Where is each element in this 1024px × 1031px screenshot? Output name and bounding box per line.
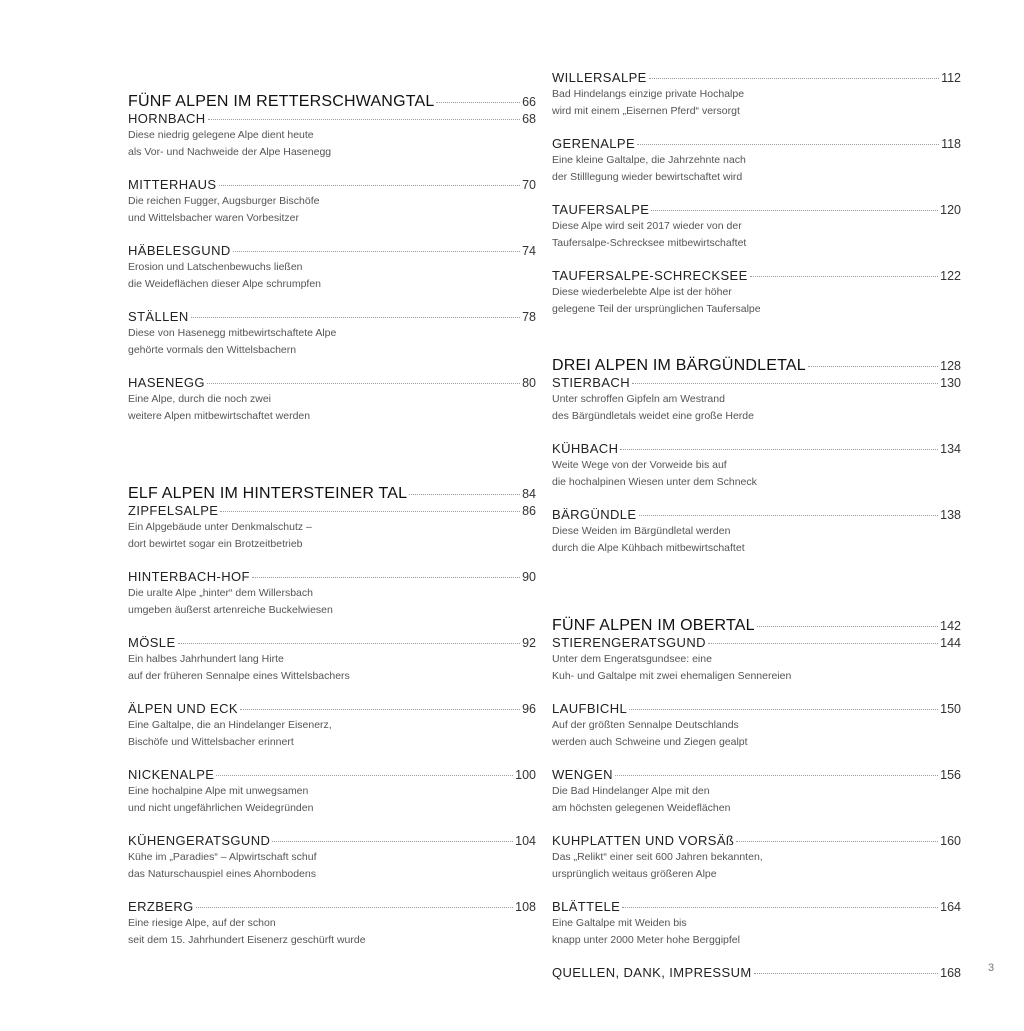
toc-entry-laufbichl[interactable] [552, 701, 961, 767]
entry-title: BÄRGÜNDLE [552, 507, 637, 522]
description-line: und Wittelsbacher waren Vorbesitzer [128, 212, 299, 224]
description-line: Bad Hindelangs einzige private Hochalpe [552, 88, 745, 100]
entry-description [128, 519, 536, 553]
description-line: seit dem 15. Jahrhundert Eisenerz geschürft wurde [128, 934, 366, 946]
entry-title: HINTERBACH-HOF [128, 569, 250, 584]
toc-line [128, 93, 536, 111]
page-number-ref: 90 [522, 570, 536, 584]
description-line: Unter schroffen Gipfeln am Westrand [552, 393, 725, 405]
toc-entry-hornbach[interactable] [128, 111, 536, 177]
dot-leader [196, 907, 513, 908]
description-line: Diese wiederbelebte Alpe ist der höher [552, 286, 732, 298]
description-line: gelegene Teil der ursprünglichen Taufersalpe [552, 303, 761, 315]
entry-description [552, 152, 961, 186]
entry-title: HÄBELESGUND [128, 243, 231, 258]
dot-leader [620, 449, 938, 450]
toc-entry-taufersalpe[interactable] [552, 202, 961, 268]
toc-entry-gerenalpe[interactable] [552, 136, 961, 202]
toc-line [552, 357, 961, 375]
dot-leader [808, 366, 938, 367]
description-line: als Vor- und Nachweide der Alpe Hasenegg [128, 146, 332, 158]
section-spacer [552, 573, 961, 594]
entry-title: GERENALPE [552, 136, 636, 151]
toc-line [552, 899, 961, 914]
entry-title: NICKENALPE [128, 767, 215, 782]
entry-title: MÖSLE [128, 635, 176, 650]
description-line: Bischöfe und Wittelsbacher erinnert [128, 736, 294, 748]
description-line: Eine Galtalpe mit Weiden bis [552, 917, 687, 929]
toc-line [552, 375, 961, 390]
description-line: Auf der größten Sennalpe Deutschlands [552, 719, 739, 731]
entry-title: ERZBERG [128, 899, 194, 914]
toc-line [128, 635, 536, 650]
entry-title: KUHPLATTEN UND VORSÄß [552, 833, 735, 848]
dot-leader [409, 494, 520, 495]
toc-entry-taufersalpe-schrecksee[interactable] [552, 268, 961, 334]
dot-leader [615, 775, 938, 776]
toc-entry-baerguendle[interactable] [552, 507, 961, 573]
page-number-ref: 150 [940, 702, 961, 716]
description-line: Weite Wege von der Vorweide bis auf [552, 459, 727, 471]
page-number-ref: 142 [940, 619, 961, 633]
toc-line [552, 268, 961, 283]
description-line: der Stilllegung wieder bewirtschaftet wird [552, 171, 743, 183]
toc-line [128, 177, 536, 192]
description-line: die hochalpinen Wiesen unter dem Schneck [552, 476, 757, 488]
entry-title: WENGEN [552, 767, 613, 782]
toc-line [128, 767, 536, 782]
entry-description [128, 915, 536, 949]
toc-line [552, 617, 961, 635]
entry-description [552, 284, 961, 318]
entry-title: STÄLLEN [128, 309, 189, 324]
description-line: am höchsten gelegenen Weideflächen [552, 802, 731, 814]
toc-entry-kuhplatten-und-vorsaess[interactable] [552, 833, 961, 899]
entry-description [128, 783, 536, 817]
description-line: Erosion und Latschenbewuchs ließen [128, 261, 303, 273]
description-line: Die Bad Hindelanger Alpe mit den [552, 785, 710, 797]
page-number-ref: 96 [522, 702, 536, 716]
description-line: knapp unter 2000 Meter hohe Berggipfel [552, 934, 740, 946]
description-line: des Bärgündletals weidet eine große Herde [552, 410, 754, 422]
toc-entry-mitterhaus[interactable] [128, 177, 536, 243]
description-line: Ein halbes Jahrhundert lang Hirte [128, 653, 284, 665]
section-title: FÜNF ALPEN IM RETTERSCHWANGTAL [128, 93, 435, 110]
toc-line [552, 965, 961, 980]
entry-title: HASENEGG [128, 375, 205, 390]
dot-leader [750, 276, 938, 277]
section-title: DREI ALPEN IM BÄRGÜNDLETAL [552, 357, 806, 374]
toc-line [552, 767, 961, 782]
dot-leader [207, 383, 520, 384]
dot-leader [708, 643, 938, 644]
page-number-ref: 66 [522, 95, 536, 109]
page-number-ref: 112 [941, 71, 961, 85]
section-title: ELF ALPEN IM HINTERSTEINER TAL [128, 485, 408, 502]
entry-description [128, 849, 536, 883]
section-title: FÜNF ALPEN IM OBERTAL [552, 617, 755, 634]
toc-entry-staellen[interactable] [128, 309, 536, 375]
dot-leader [649, 78, 939, 79]
toc-entry-stierbach[interactable] [552, 375, 961, 441]
description-line: Kuh- und Galtalpe mit zwei ehemaligen Sennereien [552, 670, 792, 682]
toc-line [128, 701, 536, 716]
toc-section-fuenf-alpen-im-retterschwangtal[interactable] [128, 70, 536, 111]
toc-column-right [552, 70, 961, 1031]
dot-leader [436, 102, 520, 103]
entry-title: LAUFBICHL [552, 701, 628, 716]
toc-line [128, 111, 536, 126]
entry-title: ZIPFELSALPE [128, 503, 219, 518]
dot-leader [220, 511, 520, 512]
entry-title: BLÄTTELE [552, 899, 621, 914]
dot-leader [622, 907, 938, 908]
entry-title: TAUFERSALPE-SCHRECKSEE [552, 268, 748, 283]
page-number-ref: 156 [940, 768, 961, 782]
entry-title: QUELLEN, DANK, IMPRESSUM [552, 965, 752, 980]
page-number-ref: 130 [940, 376, 961, 390]
toc-section-drei-alpen-im-baerguendletal[interactable] [552, 334, 961, 375]
entry-description [128, 259, 536, 293]
dot-leader [240, 709, 520, 710]
description-line: durch die Alpe Kühbach mitbewirtschaftet [552, 542, 745, 554]
entry-description [552, 218, 961, 252]
entry-title: KÜHENGERATSGUND [128, 833, 271, 848]
description-line: dort bewirtet sogar ein Brotzeitbetrieb [128, 538, 303, 550]
dot-leader [736, 841, 938, 842]
entry-description [552, 849, 961, 883]
description-line: auf der früheren Sennalpe eines Wittelsbachers [128, 670, 350, 682]
toc-line [552, 70, 961, 85]
description-line: umgeben äußerst artenreiche Buckelwiesen [128, 604, 333, 616]
description-line: Eine riesige Alpe, auf der schon [128, 917, 276, 929]
toc-entry-blaettele[interactable] [552, 899, 961, 965]
page-number-ref: 120 [940, 203, 961, 217]
page-number-ref: 108 [515, 900, 536, 914]
entry-description [552, 651, 961, 685]
toc-line [552, 202, 961, 217]
description-line: Taufersalpe-Schrecksee mitbewirtschaftet [552, 237, 747, 249]
description-line: Diese Weiden im Bärgündletal werden [552, 525, 731, 537]
description-line: Diese von Hasenegg mitbewirtschaftete Alpe [128, 327, 337, 339]
toc-line [128, 833, 536, 848]
toc-line [128, 569, 536, 584]
dot-leader [651, 210, 938, 211]
entry-description [552, 86, 961, 120]
toc-entry-zipfelsalpe[interactable] [128, 503, 536, 569]
page-number-ref: 118 [941, 137, 961, 151]
toc-entry-haebelesgund[interactable] [128, 243, 536, 309]
entry-title: WILLERSALPE [552, 70, 647, 85]
page-number-ref: 160 [940, 834, 961, 848]
page-number-ref: 84 [522, 487, 536, 501]
page-number-ref: 92 [522, 636, 536, 650]
toc-entry-erzberg[interactable] [128, 899, 536, 965]
dot-leader [629, 709, 938, 710]
description-line: weitere Alpen mitbewirtschaftet werden [128, 410, 311, 422]
page-number-ref: 104 [515, 834, 536, 848]
page-number-ref: 86 [522, 504, 536, 518]
toc-line [552, 507, 961, 522]
page-number-ref: 74 [522, 244, 536, 258]
page-number-ref: 138 [940, 508, 961, 522]
toc-entry-quellen-dank-impressum[interactable] [552, 965, 961, 1031]
description-line: Das „Relikt“ einer seit 600 Jahren bekannten, [552, 851, 763, 863]
description-line: Eine Galtalpe, die an Hindelanger Eisenerz, [128, 719, 332, 731]
entry-description [128, 717, 536, 751]
entry-description [552, 915, 961, 949]
dot-leader [216, 775, 513, 776]
entry-description [128, 127, 536, 161]
toc-entry-hasenegg[interactable] [128, 375, 536, 441]
description-line: Eine Alpe, durch die noch zwei [128, 393, 272, 405]
toc-line [552, 833, 961, 848]
description-line: Diese Alpe wird seit 2017 wieder von der [552, 220, 742, 232]
dot-leader [637, 144, 939, 145]
page-number-ref: 80 [522, 376, 536, 390]
dot-leader [191, 317, 520, 318]
page-number-ref: 68 [522, 112, 536, 126]
toc-entry-wengen[interactable] [552, 767, 961, 833]
entry-description [128, 391, 536, 425]
dot-leader [639, 515, 939, 516]
entry-description [552, 783, 961, 817]
page-number-ref: 164 [940, 900, 961, 914]
toc-line [552, 441, 961, 456]
entry-title: TAUFERSALPE [552, 202, 650, 217]
dot-leader [754, 973, 939, 974]
description-line: Diese niedrig gelegene Alpe dient heute [128, 129, 314, 141]
toc-entry-aelpen-und-eck[interactable] [128, 701, 536, 767]
description-line: wird mit einem „Eisernen Pferd“ versorgt [552, 105, 740, 117]
toc-column-left [128, 70, 536, 965]
toc-line [128, 375, 536, 390]
description-line: Unter dem Engeratsgundsee: eine [552, 653, 712, 665]
entry-title: STIERBACH [552, 375, 631, 390]
page-number: 3 [988, 962, 995, 974]
toc-entry-nickenalpe[interactable] [128, 767, 536, 833]
toc-section-fuenf-alpen-im-obertal[interactable] [552, 594, 961, 635]
toc-entry-kuehbach[interactable] [552, 441, 961, 507]
toc-entry-willersalpe[interactable] [552, 70, 961, 136]
page-number-ref: 78 [522, 310, 536, 324]
page-number-ref: 134 [940, 442, 961, 456]
toc-line [128, 243, 536, 258]
description-line: ursprünglich weitaus größeren Alpe [552, 868, 717, 880]
description-line: die Weideflächen dieser Alpe schrumpfen [128, 278, 322, 290]
page-number-ref: 122 [940, 269, 961, 283]
toc-line [128, 899, 536, 914]
toc-section-elf-alpen-im-hintersteiner-tal[interactable] [128, 462, 536, 503]
description-line: Eine kleine Galtalpe, die Jahrzehnte nach [552, 154, 746, 166]
dot-leader [219, 185, 521, 186]
entry-description [128, 585, 536, 619]
description-line: Eine hochalpine Alpe mit unwegsamen [128, 785, 309, 797]
description-line: gehörte vormals den Wittelsbachern [128, 344, 297, 356]
entry-description [552, 457, 961, 491]
description-line: und nicht ungefährlichen Weidegründen [128, 802, 314, 814]
entry-title: HORNBACH [128, 111, 206, 126]
page-number-ref: 100 [515, 768, 536, 782]
toc-entry-kuehengeratsgund[interactable] [128, 833, 536, 899]
page-number-ref: 70 [522, 178, 536, 192]
description-line: das Naturschauspiel eines Ahornbodens [128, 868, 316, 880]
entry-description [552, 523, 961, 557]
page-number-ref: 144 [940, 636, 961, 650]
toc-line [128, 485, 536, 503]
page-number-ref: 128 [940, 359, 961, 373]
toc-line [552, 701, 961, 716]
dot-leader [632, 383, 938, 384]
dot-leader [233, 251, 520, 252]
dot-leader [252, 577, 520, 578]
entry-title: MITTERHAUS [128, 177, 217, 192]
dot-leader [178, 643, 521, 644]
entry-title: KÜHBACH [552, 441, 619, 456]
description-line: Ein Alpgebäude unter Denkmalschutz – [128, 521, 312, 533]
description-line: Die uralte Alpe „hinter“ dem Willersbach [128, 587, 313, 599]
description-line: werden auch Schweine und Ziegen gealpt [552, 736, 748, 748]
entry-description [128, 325, 536, 359]
section-spacer [128, 441, 536, 462]
entry-description [552, 717, 961, 751]
description-line: Kühe im „Paradies“ – Alpwirtschaft schuf [128, 851, 317, 863]
entry-description [128, 193, 536, 227]
toc-line [552, 635, 961, 650]
description-line: Die reichen Fugger, Augsburger Bischöfe [128, 195, 320, 207]
entry-title: STIERENGERATSGUND [552, 635, 706, 650]
toc-line [552, 136, 961, 151]
toc-entry-stierengeratsgund[interactable] [552, 635, 961, 701]
page-number-ref: 168 [940, 966, 961, 980]
dot-leader [272, 841, 513, 842]
dot-leader [757, 626, 938, 627]
toc-entry-hinterbach-hof[interactable] [128, 569, 536, 635]
entry-title: ÄLPEN UND ECK [128, 701, 238, 716]
toc-entry-moesle[interactable] [128, 635, 536, 701]
toc-line [128, 309, 536, 324]
entry-description [128, 651, 536, 685]
toc-line [128, 503, 536, 518]
entry-description [552, 391, 961, 425]
dot-leader [208, 119, 520, 120]
